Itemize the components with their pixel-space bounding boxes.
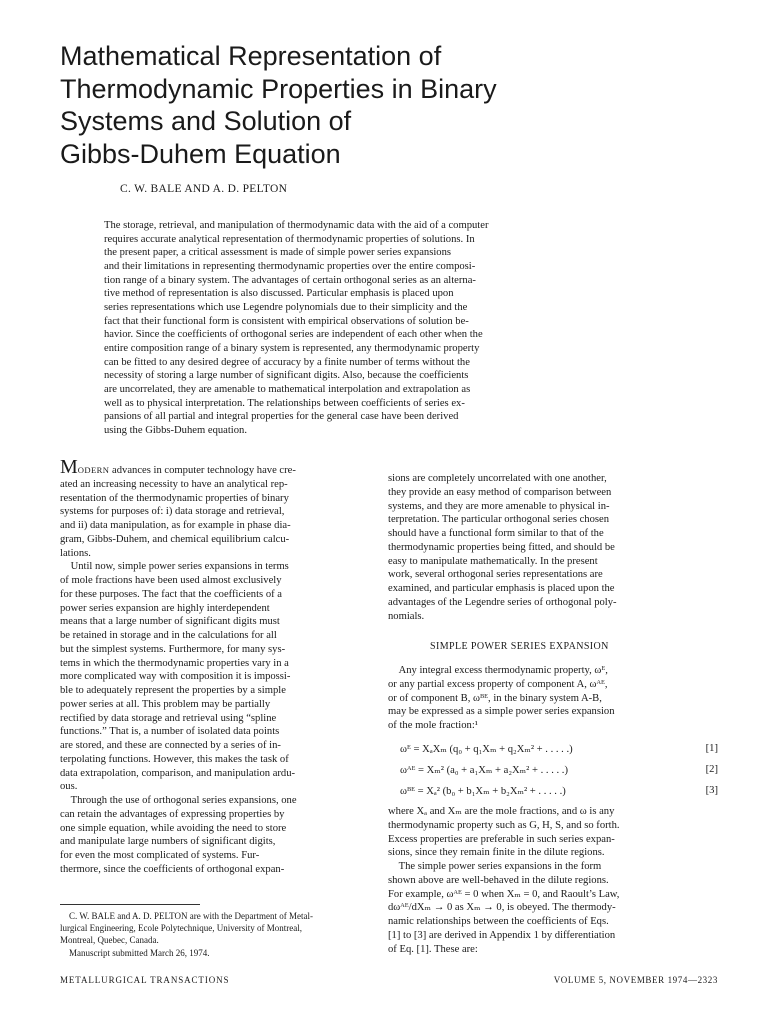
body-line: rectified by data storage and retrieval using “spline bbox=[60, 712, 277, 724]
footnote-line: Manuscript submitted March 26, 1974. bbox=[60, 947, 210, 958]
body-line: for even the most complicated of systems. Fur- bbox=[60, 850, 260, 861]
small-caps-word: ODERN bbox=[77, 465, 110, 475]
right-column-mid bbox=[388, 664, 718, 733]
title-line: Thermodynamic Properties in Binary bbox=[60, 73, 497, 104]
body-line: advantages of the Legendre series of orthogonal poly- bbox=[388, 596, 617, 608]
right-column-top bbox=[388, 472, 718, 623]
body-line: For example, ωᴬᴱ = 0 when Xₘ = 0, and Raoult’s Law, bbox=[388, 888, 620, 900]
equation-number: [3] bbox=[705, 785, 718, 796]
abstract-line: havior. Since the coefficients of orthogonal series are independent of each other when the bbox=[104, 329, 483, 341]
body-line: lations. bbox=[60, 547, 91, 559]
body-line: but the simplest systems. Furthermore, for many sys- bbox=[60, 643, 286, 655]
body-line: thermodynamic properties being fitted, and should be bbox=[388, 541, 615, 553]
issue-and-page: VOLUME 5, NOVEMBER 1974—2323 bbox=[553, 975, 718, 985]
abstract-line: necessity of storing a large number of significant digits. Also, because the coefficients bbox=[104, 370, 469, 382]
body-line: of the mole fraction:¹ bbox=[388, 720, 478, 731]
footnote-line: Montreal, Quebec, Canada. bbox=[60, 935, 159, 946]
title-line: Gibbs-Duhem Equation bbox=[60, 138, 341, 169]
body-line: Until now, simple power series expansions in terms bbox=[60, 561, 289, 573]
body-line: and ii) data manipulation, as for example in phase dia- bbox=[60, 520, 291, 531]
body-line: ous. bbox=[60, 781, 78, 793]
equation-2 bbox=[400, 764, 718, 778]
body-line: means that a large number of significant digits must bbox=[60, 616, 280, 628]
abstract-line: series representations which use Legendre polynomials due to their simplicity and the bbox=[104, 301, 468, 313]
footnote-rule bbox=[60, 904, 200, 905]
left-column bbox=[60, 456, 372, 877]
body-line: gram, Gibbs-Duhem, and chemical equilibrium calcu- bbox=[60, 533, 290, 545]
body-line: may be expressed as a simple power series expansion bbox=[388, 706, 615, 718]
body-line: where Xₐ and Xₘ are the mole fractions, and ω is any bbox=[388, 806, 615, 817]
abstract-line: fact that their functional form is consistent with empirical observations of solution be- bbox=[104, 315, 469, 327]
body-line: more complicated way with composition it is impossi- bbox=[60, 671, 291, 683]
abstract-line: and their limitations in representing thermodynamic properties over the entire composi- bbox=[104, 260, 476, 272]
right-column-bottom bbox=[388, 805, 718, 956]
body-line: nomials. bbox=[388, 610, 425, 622]
body-line: or of component B, ωᴮᴱ, in the binary system A-B, bbox=[388, 692, 602, 704]
footnote-line: C. W. BALE and A. D. PELTON are with the Department of Metal- bbox=[60, 911, 313, 921]
body-line: power series expansion are highly interdependent bbox=[60, 602, 270, 614]
body-line: terpretation. The particular orthogonal series chosen bbox=[388, 514, 610, 526]
body-line: Excess properties are preferable in such series expan- bbox=[388, 833, 615, 845]
body-line: [1] to [3] are derived in Appendix 1 by differentiation bbox=[388, 929, 616, 941]
equation-1 bbox=[400, 743, 718, 757]
body-line: systems for purposes of: i) data storage and retrieval, bbox=[60, 506, 285, 518]
body-line: of Eq. [1]. These are: bbox=[388, 943, 478, 955]
abstract-line: tive method of representation is also discussed. Particular emphasis is placed upon bbox=[104, 288, 454, 300]
body-line: ated an increasing necessity to have an analytical rep- bbox=[60, 478, 288, 490]
first-line bbox=[60, 456, 372, 478]
abstract-line: entire composition range of a binary system is represented, any thermodynamic property bbox=[104, 342, 480, 354]
body-line: easy to manipulate mathematically. In the present bbox=[388, 555, 598, 567]
body-line: one simple equation, while avoiding the need to store bbox=[60, 822, 287, 834]
first-line-text: advances in computer technology have cre- bbox=[109, 465, 296, 476]
abstract-line: The storage, retrieval, and manipulation of thermodynamic data with the aid of a computer bbox=[104, 220, 489, 231]
abstract bbox=[104, 219, 672, 438]
body-line: Through the use of orthogonal series expansions, one bbox=[60, 795, 297, 806]
abstract-line: well as to physical interpretation. The relationships between coefficients of series ex- bbox=[104, 397, 465, 409]
title-line: Mathematical Representation of bbox=[60, 41, 442, 71]
body-line: are stored, and these are connected by a series of in- bbox=[60, 740, 281, 751]
body-line: work, several orthogonal series representations are bbox=[388, 569, 603, 581]
abstract-line: using the Gibbs-Duhem equation. bbox=[104, 424, 247, 436]
body-line: dωᴬᴱ/dXₘ → 0 as Xₘ → 0, is obeyed. The thermody- bbox=[388, 902, 616, 914]
body-line: should have a functional form similar to that of the bbox=[388, 528, 604, 539]
equation-expression: ωᴱ = XₐXₘ (q₀ + q₁Xₘ + q₂Xₘ² + . . . . .) bbox=[400, 744, 573, 755]
title-line: Systems and Solution of bbox=[60, 106, 352, 136]
body-line: terpolating functions. However, this makes the task of bbox=[60, 753, 289, 765]
equation-number: [2] bbox=[705, 764, 718, 775]
body-line: they provide an easy method of comparison between bbox=[388, 486, 612, 498]
body-line: The simple power series expansions in the form bbox=[388, 861, 602, 872]
body-line: thermodynamic property such as G, H, S, and so forth. bbox=[388, 819, 620, 831]
equation-number: [1] bbox=[705, 743, 718, 754]
body-line: or any partial excess property of component A, ωᴬᴱ, bbox=[388, 678, 608, 690]
abstract-line: requires accurate analytical representation of thermodynamic properties of solutions. In bbox=[104, 233, 475, 245]
footnote-line: lurgical Engineering, Ecole Polytechnique, University of Montreal, bbox=[60, 923, 303, 934]
abstract-line: the present paper, a critical assessment is made of simple power series expansions bbox=[104, 247, 452, 259]
drop-cap: M bbox=[60, 456, 78, 478]
author-byline: C. W. BALE AND A. D. PELTON bbox=[120, 183, 288, 195]
body-line: of mole fractions have been used almost exclusively bbox=[60, 575, 282, 586]
body-line: Any integral excess thermodynamic property, ωᴱ, bbox=[388, 665, 608, 676]
equation-3 bbox=[400, 785, 718, 799]
body-line: tems in which the thermodynamic properties vary in a bbox=[60, 657, 289, 669]
abstract-line: can be fitted to any desired degree of accuracy by a finite number of terms without the bbox=[104, 356, 470, 368]
body-line: systems, and they are more amenable to physical in- bbox=[388, 500, 610, 512]
body-line: namic relationships between the coefficients of Eqs. bbox=[388, 916, 609, 927]
body-line: power series at all. This problem may be partially bbox=[60, 698, 271, 710]
body-line: sions are completely uncorrelated with one another, bbox=[388, 473, 607, 484]
footnote bbox=[60, 910, 375, 959]
equation-expression: ωᴬᴱ = Xₘ² (a₀ + a₁Xₘ + a₂Xₘ² + . . . . .) bbox=[400, 765, 568, 776]
body-line: ble to adequately represent the properties by a simple bbox=[60, 685, 286, 696]
article-title bbox=[60, 40, 720, 170]
body-line: resentation of the thermodynamic properties of binary bbox=[60, 492, 289, 504]
abstract-line: pansions of all partial and integral properties for the general case have been derived bbox=[104, 411, 459, 423]
body-line: examined, and particular emphasis is placed upon the bbox=[388, 583, 615, 594]
abstract-line: tion range of a binary system. The advantages of certain orthogonal series as an alterna- bbox=[104, 274, 476, 286]
body-line: thermore, since the coefficients of orthogonal expan- bbox=[60, 863, 285, 875]
section-heading: SIMPLE POWER SERIES EXPANSION bbox=[430, 641, 609, 652]
journal-name: METALLURGICAL TRANSACTIONS bbox=[60, 975, 230, 985]
body-line: for these purposes. The fact that the coefficients of a bbox=[60, 588, 282, 600]
body-line: be retained in storage and in the calculations for all bbox=[60, 630, 277, 641]
body-line: and manipulate large numbers of significant digits, bbox=[60, 836, 276, 848]
body-line: data extrapolation, comparison, and manipulation ardu- bbox=[60, 767, 296, 779]
equation-expression: ωᴮᴱ = Xₐ² (b₀ + b₁Xₘ + b₂Xₘ² + . . . . .) bbox=[400, 786, 566, 797]
body-line: can retain the advantages of expressing properties by bbox=[60, 808, 285, 820]
abstract-line: are uncorrelated, they are amenable to mathematical interpolation and extrapolation as bbox=[104, 383, 471, 395]
body-line: shown above are well-behaved in the dilute regions. bbox=[388, 874, 609, 886]
body-line: sions, since they remain finite in the dilute regions. bbox=[388, 847, 605, 859]
body-line: functions.” That is, a number of isolated data points bbox=[60, 726, 280, 738]
